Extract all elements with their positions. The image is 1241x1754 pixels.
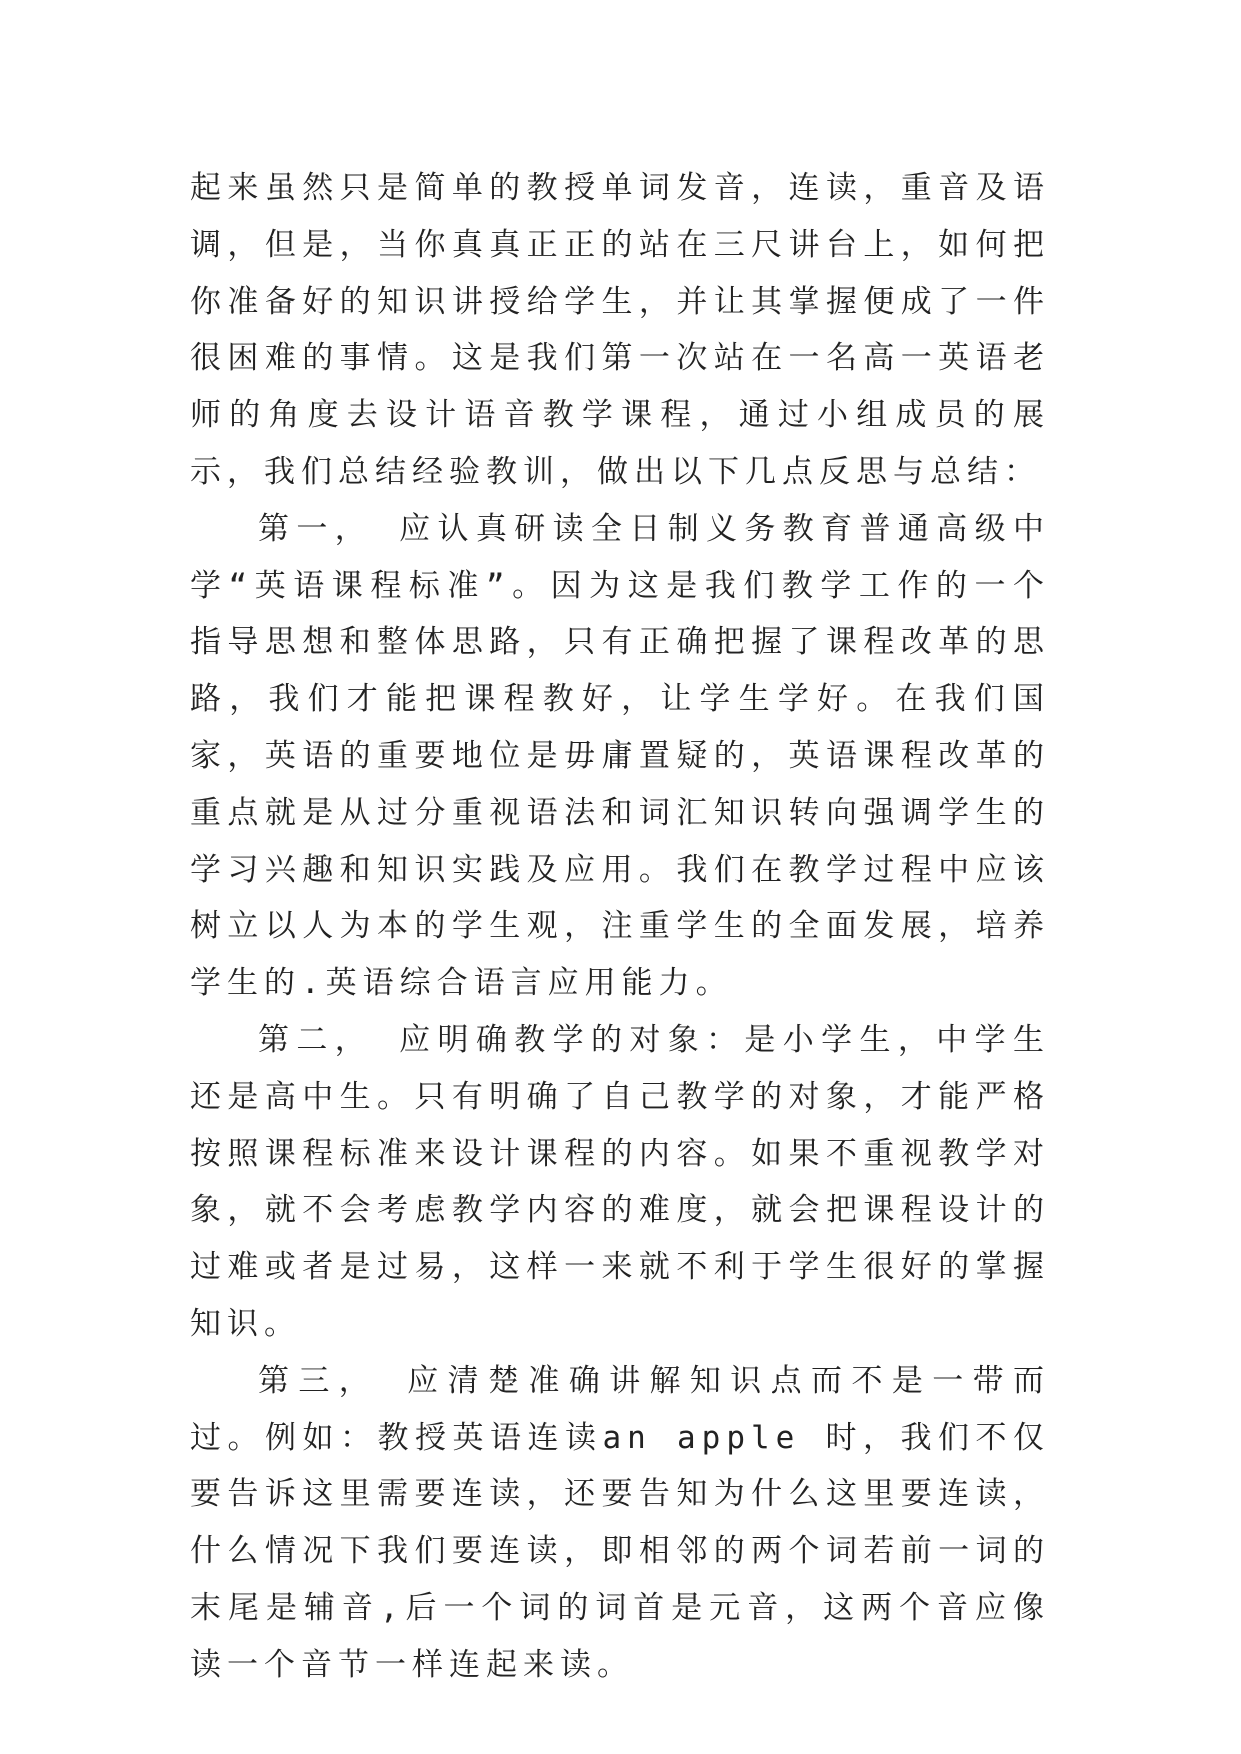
paragraph-point-one: 第一， 应认真研读全日制义务教育普通高级中学“英语课程标准”。因为这是我们教学工作的一个指导思想和整体思路，只有正确把握了课程改革的思路，我们才能把课程教好，让学生学好。在我们国家，英语的重要地位是毋庸置疑的，英语课程改革的重点就是从过分重视语法和词汇知识转向强调学生的学习兴趣和知识实践及应用。我们在教学过程中应该树立以人为本的学生观，注重学生的全面发展，培养学生的.英语综合语言应用能力。 (190, 510, 1050, 1002)
paragraph-point-two: 第二， 应明确教学的对象：是小学生，中学生还是高中生。只有明确了自己教学的对象，才能严格按照课程标准来设计课程的内容。如果不重视教学对象，就不会考虑教学内容的难度，就会把课程设计的过难或者是过易，这样一来就不利于学生很好的掌握知识。 (190, 1021, 1050, 1342)
paragraph-point-three: 第三， 应清楚准确讲解知识点而不是一带而过。例如：教授英语连读an apple 时，我们不仅要告诉这里需要连读，还要告知为什么这里要连读，什么情况下我们要连读，即相邻的两个词若前一词的末尾是辅音,后一个词的词首是元音，这两个音应像读一个音节一样连起来读。 (190, 1362, 1050, 1683)
paragraph-intro-continuation: 起来虽然只是简单的教授单词发音，连读，重音及语调，但是，当你真真正正的站在三尺讲台上，如何把你准备好的知识讲授给学生，并让其掌握便成了一件很困难的事情。这是我们第一次站在一名高一英语老师的角度去设计语音教学课程，通过小组成员的展示，我们总结经验教训，做出以下几点反思与总结： (190, 170, 1050, 490)
document-page (190, 160, 1050, 1694)
